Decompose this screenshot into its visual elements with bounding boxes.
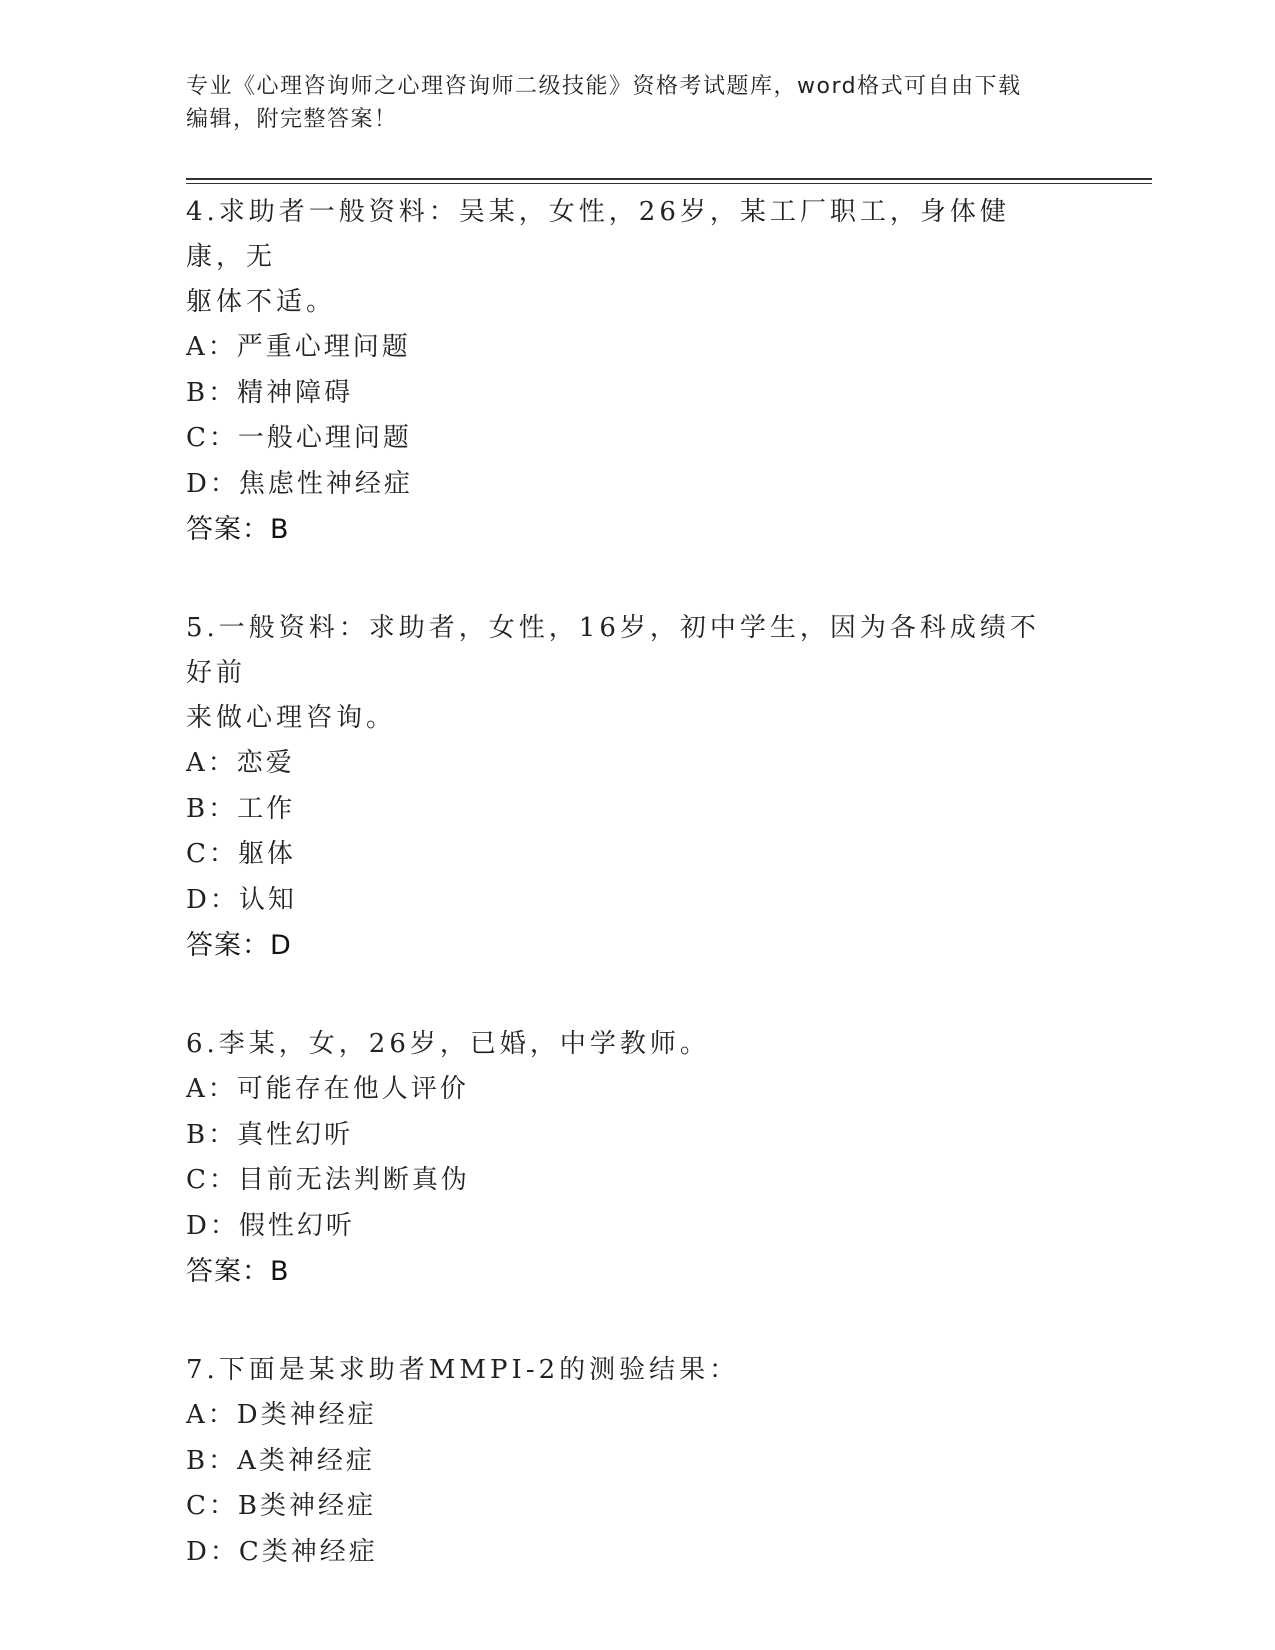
question-5 [186, 606, 1066, 968]
question-6-stem [186, 1022, 1066, 1067]
question-5-option-c: C：躯体 [186, 839, 296, 869]
question-list [186, 186, 1066, 1575]
question-spacer [186, 1294, 1066, 1344]
question-4-stem-line-1: 4.求助者一般资料：吴某，女性，26岁，某工厂职工，身体健康，无 [186, 197, 1010, 272]
header-line-2: 编辑，附完整答案！ [186, 107, 398, 132]
question-5-option-d: D：认知 [186, 884, 297, 915]
header-divider-thick [186, 178, 1152, 180]
question-4-option-d: D：焦虑性神经症 [186, 468, 413, 499]
question-7-option-a: A：D类神经症 [186, 1400, 377, 1430]
question-4 [186, 190, 1066, 552]
question-6-answer: 答案：B [186, 1256, 290, 1287]
question-6-option-c: C：目前无法判断真伪 [186, 1165, 470, 1195]
question-5-stem-line-2: 来做心理咨询。 [186, 703, 397, 733]
question-5-option-b: B：工作 [186, 793, 296, 824]
question-7-option-c: C：B类神经症 [186, 1491, 377, 1521]
question-4-stem-line-2: 躯体不适。 [186, 287, 337, 317]
question-6-stem-line-1: 6.李某，女，26岁，已婚，中学教师。 [186, 1029, 710, 1059]
question-7-stem-line-1: 7.下面是某求助者MMPI-2的测验结果： [186, 1355, 740, 1385]
question-4-option-b: B：精神障碍 [186, 377, 354, 408]
question-7 [186, 1348, 1066, 1575]
document-header [186, 70, 1066, 136]
question-4-option-c: C：一般心理问题 [186, 423, 412, 453]
question-spacer [186, 968, 1066, 1018]
question-5-stem-line-1: 5.一般资料：求助者，女性，16岁，初中学生，因为各科成绩不好前 [186, 613, 1040, 688]
question-4-stem [186, 190, 1066, 325]
question-7-option-d: D：C类神经症 [186, 1536, 378, 1567]
question-7-option-b: B：A类神经症 [186, 1445, 375, 1476]
header-divider-thin [186, 183, 1152, 184]
question-5-stem [186, 606, 1066, 741]
question-6-option-d: D：假性幻听 [186, 1210, 355, 1241]
question-5-answer: 答案：D [186, 930, 292, 961]
question-4-answer: 答案：B [186, 514, 290, 545]
header-line-1: 专业《心理咨询师之心理咨询师二级技能》资格考试题库，word格式可自由下载 [186, 74, 1022, 99]
question-6-option-a: A：可能存在他人评价 [186, 1074, 469, 1104]
question-5-option-a: A：恋爱 [186, 748, 295, 778]
question-6 [186, 1022, 1066, 1294]
question-6-option-b: B：真性幻听 [186, 1119, 354, 1150]
question-spacer [186, 552, 1066, 602]
question-7-stem [186, 1348, 1066, 1393]
question-4-option-a: A：严重心理问题 [186, 332, 411, 362]
